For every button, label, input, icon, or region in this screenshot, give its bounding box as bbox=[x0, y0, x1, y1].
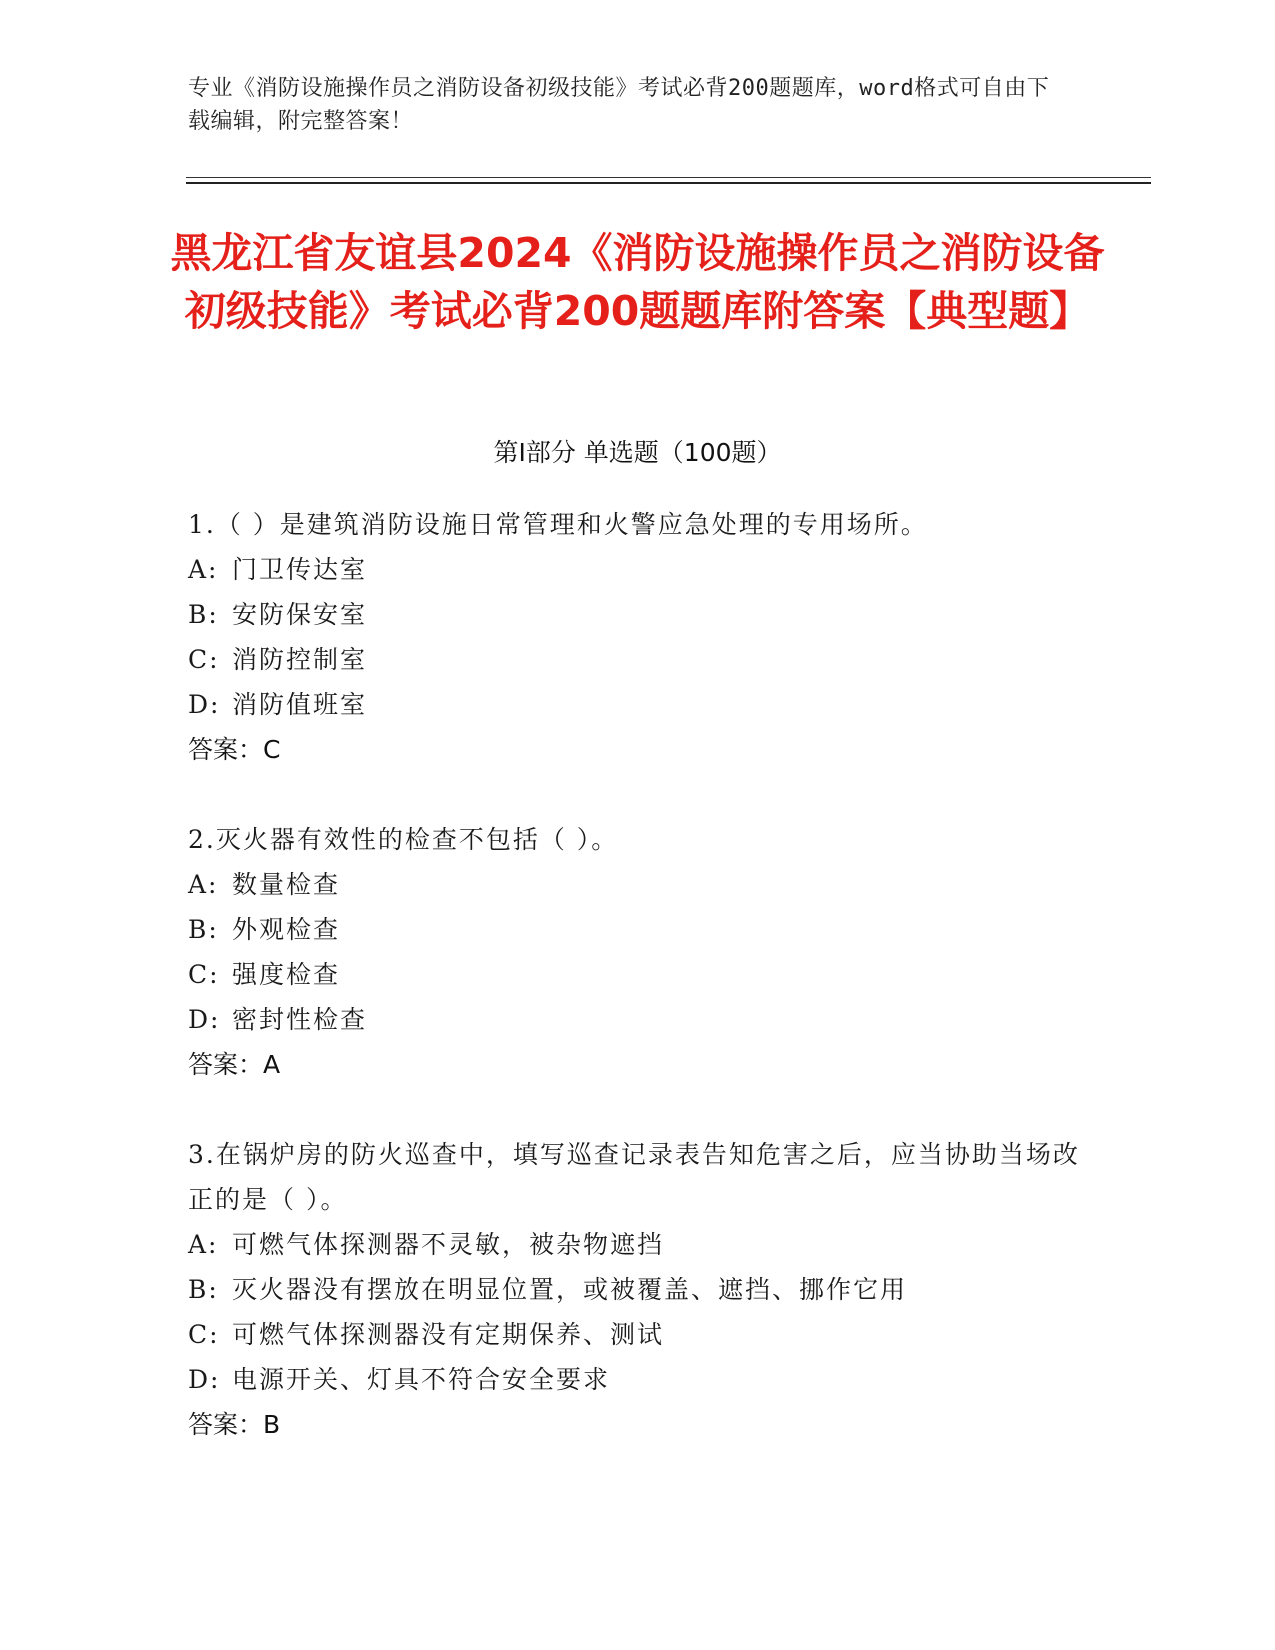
option-letter: B: bbox=[188, 915, 219, 944]
option-text: 数量检查 bbox=[232, 870, 341, 899]
option-text: 门卫传达室 bbox=[232, 555, 368, 584]
question-3 bbox=[188, 1132, 1088, 1447]
option-letter: C: bbox=[188, 645, 220, 674]
option-letter: D: bbox=[188, 1005, 221, 1034]
option-text: 密封性检查 bbox=[232, 1005, 368, 1034]
option-d bbox=[188, 682, 1088, 727]
question-stem: 2.灭火器有效性的检查不包括（ ）。 bbox=[188, 825, 619, 854]
answer-line: 答案：C bbox=[188, 735, 281, 764]
option-letter: A: bbox=[188, 555, 219, 584]
option-text: 可燃气体探测器没有定期保养、测试 bbox=[232, 1320, 665, 1349]
option-text: 电源开关、灯具不符合安全要求 bbox=[232, 1365, 611, 1394]
section-heading: 第Ⅰ部分 单选题（100题） bbox=[493, 438, 782, 467]
option-text: 外观检查 bbox=[232, 915, 341, 944]
option-letter: C: bbox=[188, 1320, 220, 1349]
option-d bbox=[188, 997, 1088, 1042]
option-letter: D: bbox=[188, 1365, 221, 1394]
answer-line: 答案：B bbox=[188, 1410, 281, 1439]
option-c bbox=[188, 952, 1088, 997]
answer-line: 答案：A bbox=[188, 1050, 281, 1079]
option-text: 可燃气体探测器不灵敏，被杂物遮挡 bbox=[232, 1230, 665, 1259]
option-letter: D: bbox=[188, 690, 221, 719]
document-title: 黑龙江省友谊县2024《消防设施操作员之消防设备初级技能》考试必背200题题库附答案【典型题】 bbox=[170, 229, 1105, 335]
option-text: 安防保安室 bbox=[232, 600, 368, 629]
option-text: 强度检查 bbox=[232, 960, 341, 989]
option-letter: B: bbox=[188, 1275, 219, 1304]
option-text: 灭火器没有摆放在明显位置，或被覆盖、遮挡、挪作它用 bbox=[232, 1275, 908, 1304]
question-stem: 3.在锅炉房的防火巡查中，填写巡查记录表告知危害之后，应当协助当场改正的是（ ）。 bbox=[188, 1140, 1080, 1214]
question-stem: 1.（ ）是建筑消防设施日常管理和火警应急处理的专用场所。 bbox=[188, 510, 928, 539]
option-b bbox=[188, 1267, 1088, 1312]
option-letter: B: bbox=[188, 600, 219, 629]
header-note: 专业《消防设施操作员之消防设备初级技能》考试必背200题题库，word格式可自由下载编辑，附完整答案！ bbox=[188, 76, 1050, 134]
option-text: 消防值班室 bbox=[232, 690, 368, 719]
option-d bbox=[188, 1357, 1088, 1402]
option-c bbox=[188, 1312, 1088, 1357]
option-letter: A: bbox=[188, 1230, 219, 1259]
option-letter: C: bbox=[188, 960, 220, 989]
option-letter: A: bbox=[188, 870, 219, 899]
header-rule-thick bbox=[186, 182, 1151, 184]
option-b bbox=[188, 907, 1088, 952]
option-a bbox=[188, 547, 1088, 592]
header-rule-thin bbox=[186, 177, 1151, 178]
option-text: 消防控制室 bbox=[232, 645, 368, 674]
question-2 bbox=[188, 817, 1088, 1087]
option-a bbox=[188, 862, 1088, 907]
option-a bbox=[188, 1222, 1088, 1267]
option-c bbox=[188, 637, 1088, 682]
option-b bbox=[188, 592, 1088, 637]
question-1 bbox=[188, 502, 1088, 772]
